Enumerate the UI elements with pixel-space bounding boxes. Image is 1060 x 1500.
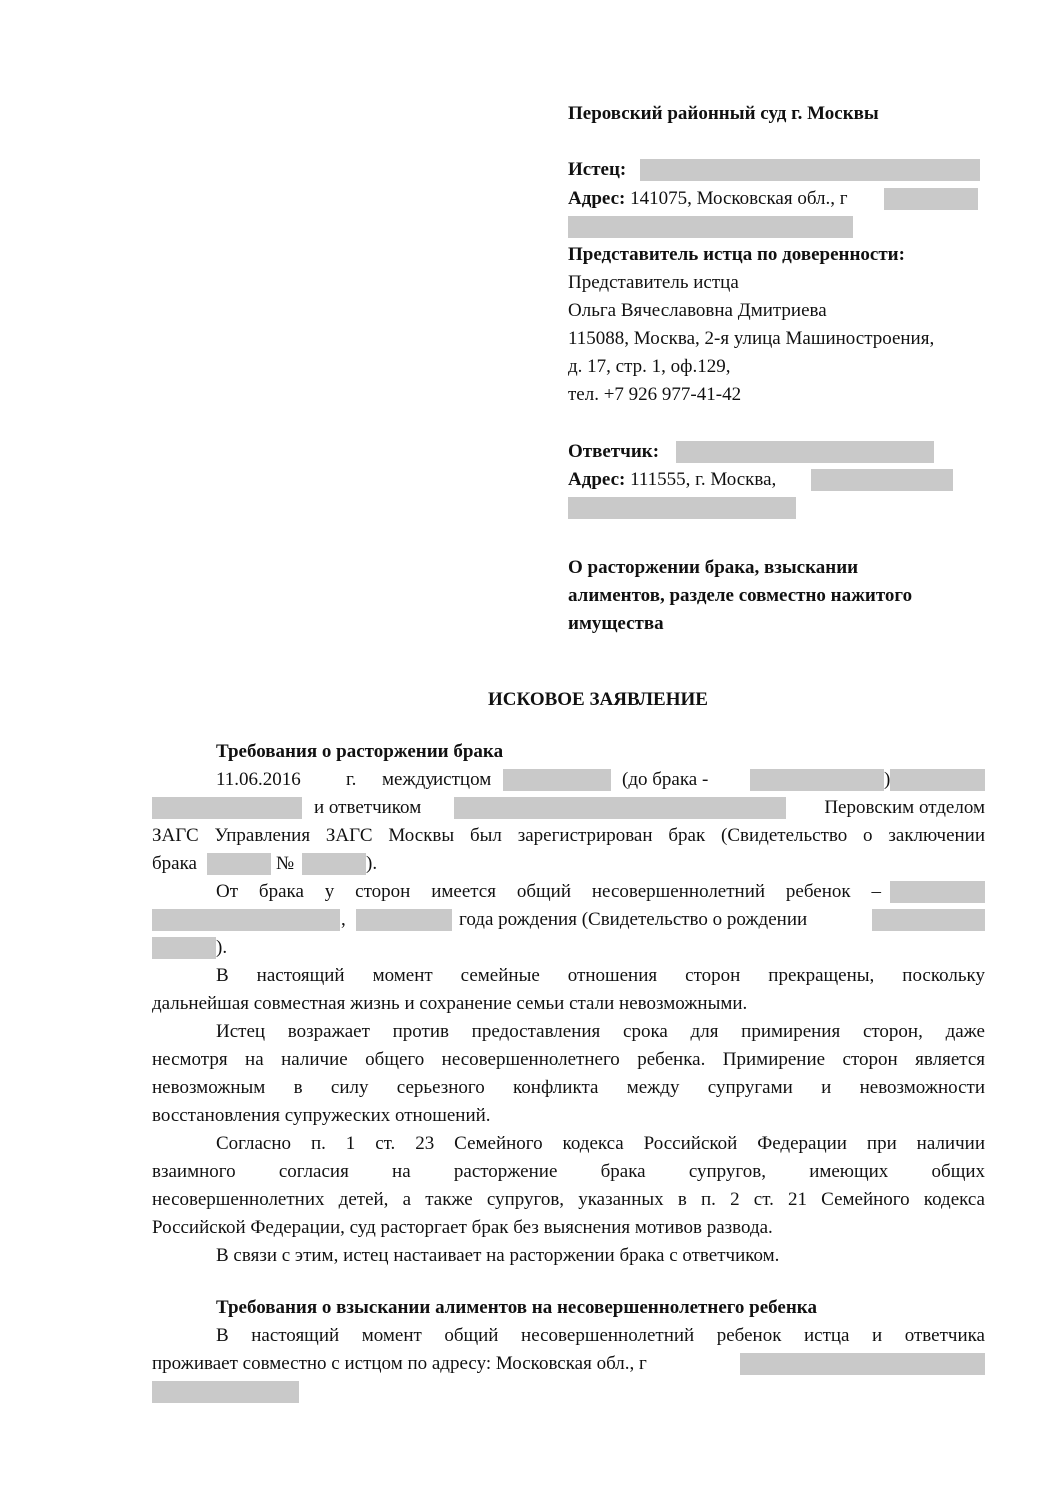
redaction-birth-cert-2 [152,937,216,959]
s1-p2-line1: От брака у сторон имеется общий несовершеннолетний ребенок – [216,881,881,902]
redaction-child-address-2 [152,1381,299,1403]
redaction-plaintiff-surname [503,769,611,791]
section-1-heading: Требования о расторжении брака [216,741,504,762]
document-title: ИСКОВОЕ ЗАЯВЛЕНИЕ [488,689,708,710]
redaction-defendant-name [676,441,934,463]
subject-line-2: алиментов, разделе совместно нажитого [568,585,913,606]
redaction-plaintiff-city [884,188,978,210]
redaction-plaintiff-patronymic [152,797,302,819]
redaction-child-surname [890,881,985,903]
s1-and-defendant: и ответчиком [314,797,422,818]
s1-line-3: ЗАГС Управления ЗАГС Москвы был зарегистрирован брак (Свидетельство о заключении [152,825,985,846]
representative-address-2: д. 17, стр. 1, оф.129, [568,356,731,377]
redaction-birth-cert [872,909,985,931]
s1-p4-line4: восстановления супружеских отношений. [152,1105,491,1126]
section-2-heading: Требования о взыскании алиментов на несовершеннолетнего ребенка [216,1297,817,1318]
s1-p3-line1: В настоящий момент семейные отношения сторон прекращены, поскольку [216,965,985,986]
s1-office: Перовским отделом [824,797,985,818]
redaction-defendant-street [811,469,953,491]
redaction-plaintiff-street [568,216,853,238]
defendant-address-value: 111555, г. Москва, [630,469,777,490]
representative-name: Ольга Вячеславовна Дмитриева [568,300,827,321]
s1-p5-line1: Согласно п. 1 ст. 23 Семейного кодекса Российской Федерации при наличии [216,1133,985,1154]
s1-brака: брака [152,853,197,874]
s1-between: между [382,769,435,790]
s1-p4-line1: Истец возражает против предоставления срока для примирения сторон, даже [216,1021,985,1042]
representative-heading: Представитель истца по доверенности: [568,244,905,265]
s2-p1-line2: проживает совместно с истцом по адресу: Московская обл., г [152,1353,647,1374]
s1-p5-line4: Российской Федерации, суд расторгает брак без выяснения мотивов развода. [152,1217,773,1238]
s1-p2-end: ). [216,937,228,958]
redaction-maiden-name [750,769,884,791]
redaction-cert-series [207,853,271,875]
s1-p5-line3: несовершеннолетних детей, а также супругов, указанных в п. 2 ст. 21 Семейного кодекса [152,1189,985,1210]
representative-phone: тел. +7 926 977-41-42 [568,384,742,405]
redaction-defendant-fullname [454,797,786,819]
s1-close-paren: ) [884,769,891,790]
redaction-plaintiff-name-2 [890,769,985,791]
s1-end: ). [366,853,378,874]
plaintiff-label: Истец: [568,159,627,180]
s1-g: г. [346,769,357,790]
redaction-plaintiff-name [640,159,980,181]
s1-p5-line2: взаимного согласия на расторжение брака супругов, имеющих общих [152,1161,985,1182]
s1-p6: В связи с этим, истец настаивает на расторжении брака с ответчиком. [216,1245,780,1266]
redaction-child-birthdate [356,909,452,931]
plaintiff-address [568,185,848,213]
representative-line: Представитель истца [568,272,739,293]
defendant-address-label: Адрес: [568,469,626,490]
subject-line-3: имущества [568,613,664,634]
s1-p3-line2: дальнейшая совместная жизнь и сохранение семьи стали невозможными. [152,993,748,1014]
redaction-cert-number [302,853,366,875]
s1-plaintiff: истцом [433,769,492,790]
subject-line-1: О расторжении брака, взыскании [568,557,859,578]
s1-before-marriage: (до брака - [622,769,709,790]
redaction-defendant-house [568,497,796,519]
s1-p2-year-birth: года рождения (Свидетельство о рождении [459,909,808,930]
redaction-child-name [152,909,340,931]
s1-p2-comma: , [341,909,346,930]
court-name: Перовский районный суд г. Москвы [568,103,879,124]
redaction-child-address [740,1353,985,1375]
s1-num: № [276,853,295,874]
representative-address: 115088, Москва, 2-я улица Машиностроения, [568,328,935,349]
s2-p1-line1: В настоящий момент общий несовершеннолетний ребенок истца и ответчика [216,1325,985,1346]
plaintiff-address-value: 141075, Московская обл., г [630,188,848,209]
s1-p4-line3: невозможным в силу серьезного конфликта между супругами и невозможности [152,1077,985,1098]
defendant-label: Ответчик: [568,441,660,462]
defendant-address [568,466,776,494]
s1-p4-line2: несмотря на наличие общего несовершеннолетнего ребенка. Примирение сторон является [152,1049,985,1070]
plaintiff-address-label: Адрес: [568,188,626,209]
s1-date: 11.06.2016 [216,769,301,790]
